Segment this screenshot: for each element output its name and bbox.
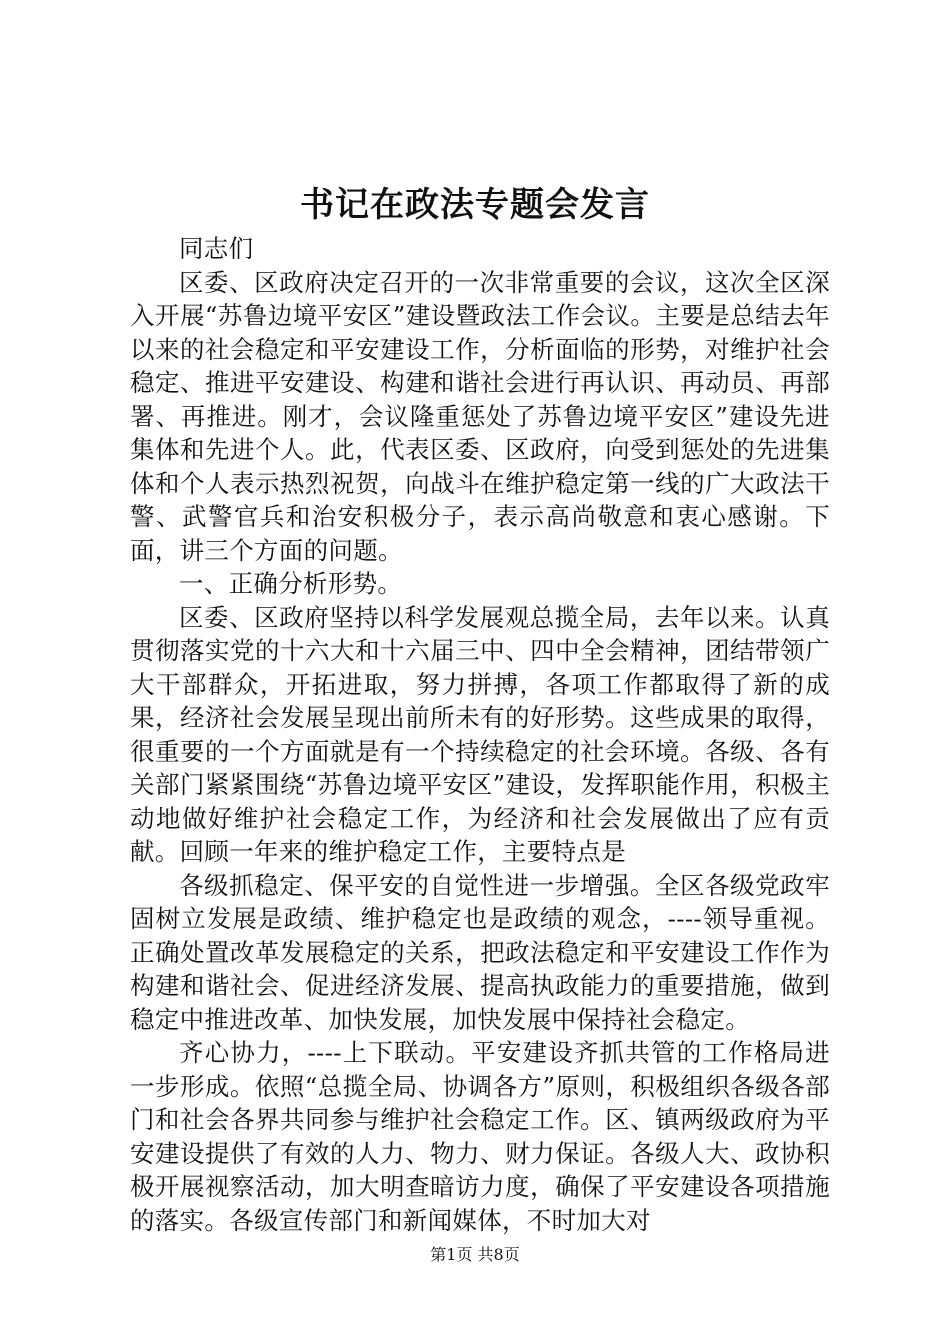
document-title: 书记在政法专题会发言: [300, 185, 650, 225]
paragraph-cooperation: 齐心协力，----上下联动。平安建设齐抓共管的工作格局进一步形成。依照“总揽全局、协调各方”原则，积极组织各级各部门和社会各界共同参与维护社会稳定工作。区、镇两级政府为平安建设提供了有效的人力、物力、财力保证。各级人大、政协积极开展视察活动，加大明查暗访力度，确保了平安建设各项措施的落实。各级宣传部门和新闻媒体，不时加大对: [130, 1038, 830, 1235]
document-body: [130, 232, 830, 1237]
page-number-footer: 第1页 共8页: [430, 1245, 520, 1264]
paragraph-greeting: 同志们: [179, 234, 254, 263]
paragraph-intro: 区委、区政府决定召开的一次非常重要的会议，这次全区深入开展“苏鲁边境平安区”建设暨政法工作会议。主要是总结去年以来的社会稳定和平安建设工作，分析面临的形势，对维护社会稳定、推进平安建设、构建和谐社会进行再认识、再动员、再部署、再推进。刚才，会议隆重惩处了苏鲁边境平安区”建设先进集体和先进个人。此，代表区委、区政府，向受到惩处的先进集体和个人表示热烈祝贺，向战斗在维护稳定第一线的广大政法干警、武警官兵和治安积极分子，表示高尚敬意和衷心感谢。下面，讲三个方面的问题。: [130, 267, 830, 565]
paragraph-situation: 区委、区政府坚持以科学发展观总揽全局，去年以来。认真贯彻落实党的十六大和十六届三中、四中全会精神，团结带领广大干部群众，开拓进取，努力拼搏，各项工作都取得了新的成果，经济社会发展呈现出前所未有的好形势。这些成果的取得，很重要的一个方面就是有一个持续稳定的社会环境。各级、各有关部门紧紧围绕“苏鲁边境平安区”建设，发挥职能作用，积极主动地做好维护社会稳定工作，为经济和社会发展做出了应有贡献。回顾一年来的维护稳定工作，主要特点是: [130, 602, 830, 866]
paragraph-awareness: 各级抓稳定、保平安的自觉性进一步增强。全区各级党政牢固树立发展是政绩、维护稳定也是政绩的观念，----领导重视。正确处置改革发展稳定的关系，把政法稳定和平安建设工作作为构建和谐社会、促进经济发展、提高执政能力的重要措施，做到稳定中推进改革、加快发展，加快发展中保持社会稳定。: [130, 870, 830, 1034]
section-heading: 一、正确分析形势。: [179, 569, 403, 598]
